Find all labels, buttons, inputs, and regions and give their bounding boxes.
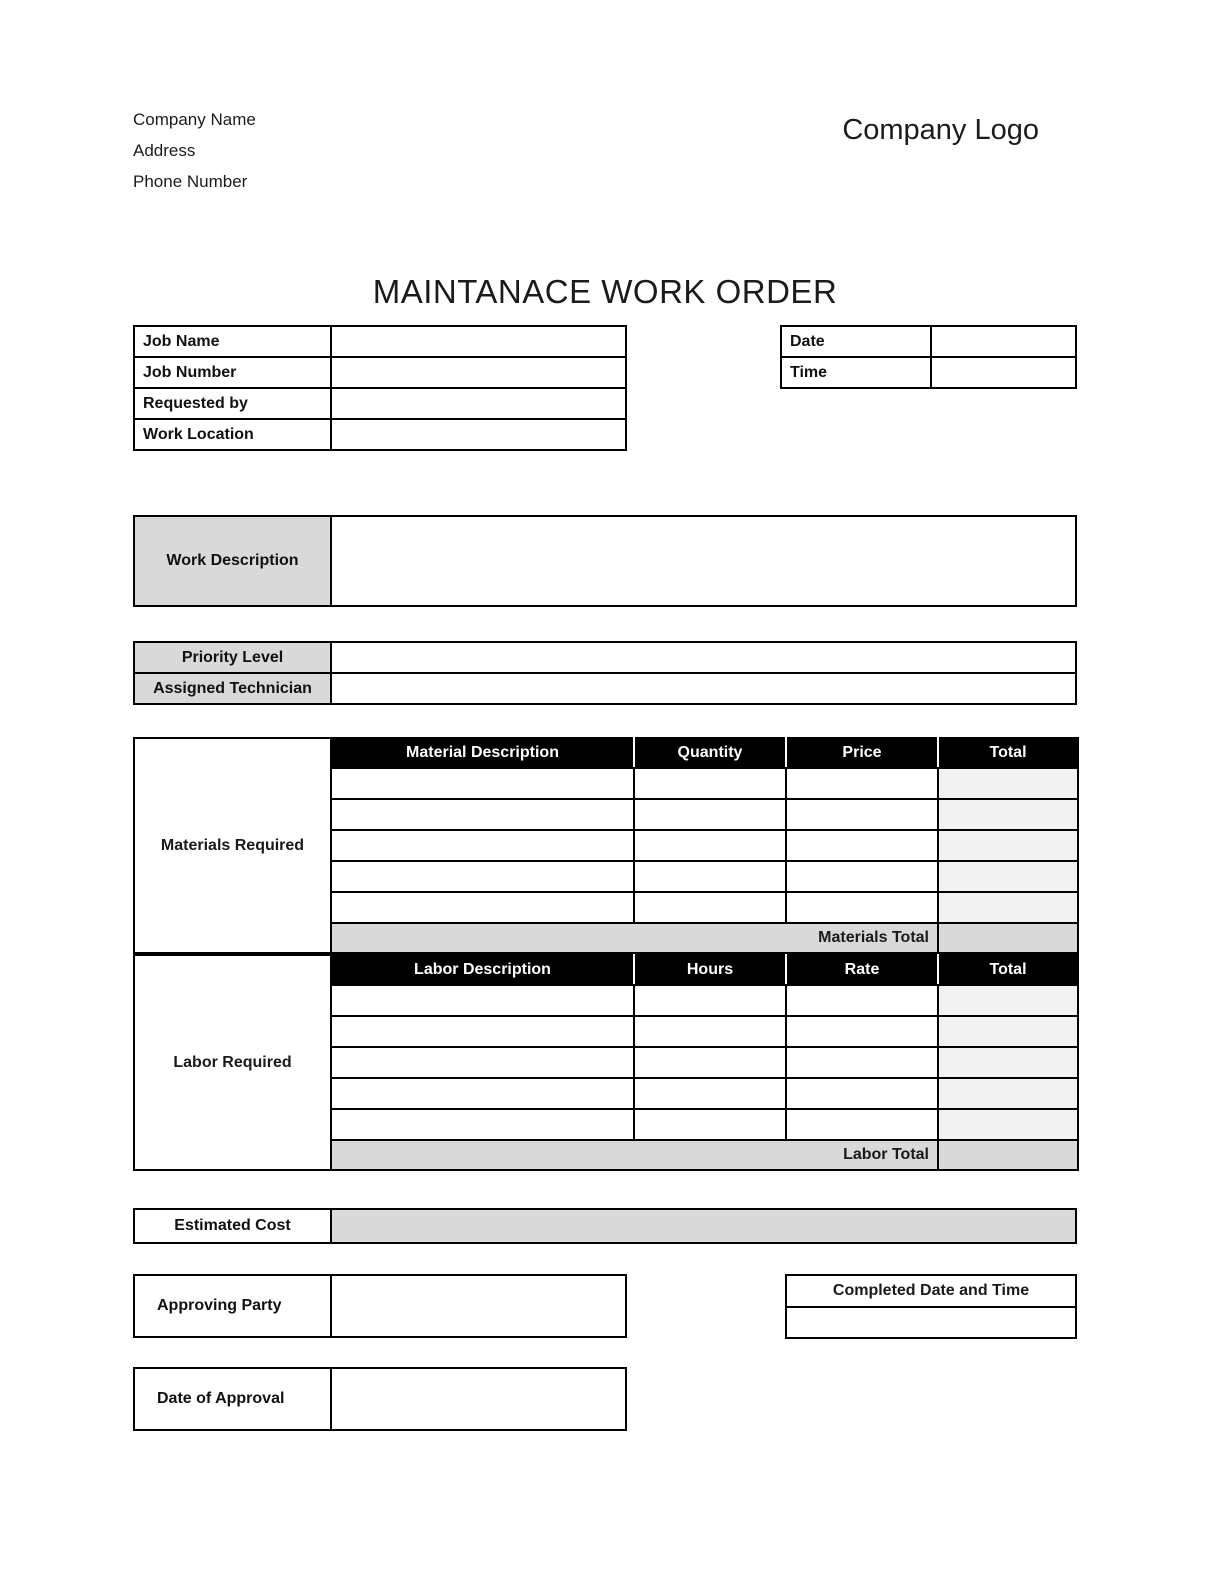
input-cell[interactable] xyxy=(331,985,634,1016)
date-of-approval-label: Date of Approval xyxy=(134,1368,331,1430)
input-cell[interactable] xyxy=(938,985,1078,1016)
priority-level-label: Priority Level xyxy=(134,642,331,673)
input-cell[interactable] xyxy=(331,1047,634,1078)
input-cell[interactable] xyxy=(331,799,634,830)
input-cell[interactable] xyxy=(938,861,1078,892)
completed-datetime-label: Completed Date and Time xyxy=(786,1275,1076,1307)
assigned-technician-label: Assigned Technician xyxy=(134,673,331,704)
labor-description-header: Labor Description xyxy=(331,955,634,985)
work-description-table xyxy=(133,515,1077,607)
work-location-input[interactable] xyxy=(331,419,626,450)
work-location-label: Work Location xyxy=(134,419,331,450)
input-cell[interactable] xyxy=(634,1047,786,1078)
materials-section-label: Materials Required xyxy=(134,738,331,953)
input-cell[interactable] xyxy=(331,830,634,861)
company-block xyxy=(133,104,256,197)
price-header: Price xyxy=(786,738,938,768)
input-cell[interactable] xyxy=(938,1078,1078,1109)
time-input[interactable] xyxy=(931,357,1076,388)
table-row xyxy=(134,1209,1076,1243)
table-row xyxy=(134,357,626,388)
input-cell[interactable] xyxy=(634,1109,786,1140)
materials-total-label: Materials Total xyxy=(331,923,938,953)
time-label: Time xyxy=(781,357,931,388)
company-address: Address xyxy=(133,141,196,160)
input-cell[interactable] xyxy=(786,861,938,892)
job-name-label: Job Name xyxy=(134,326,331,357)
input-cell[interactable] xyxy=(634,768,786,799)
materials-total-value[interactable] xyxy=(938,923,1078,953)
table-row xyxy=(134,1275,626,1337)
quantity-header: Quantity xyxy=(634,738,786,768)
input-cell[interactable] xyxy=(938,768,1078,799)
date-of-approval-input[interactable] xyxy=(331,1368,626,1430)
assignment-table xyxy=(133,641,1077,705)
input-cell[interactable] xyxy=(938,830,1078,861)
table-row xyxy=(134,1368,626,1430)
input-cell[interactable] xyxy=(786,830,938,861)
input-cell[interactable] xyxy=(938,892,1078,923)
estimated-cost-input[interactable] xyxy=(331,1209,1076,1243)
table-row xyxy=(786,1307,1076,1338)
work-description-label: Work Description xyxy=(134,516,331,606)
completed-datetime-table xyxy=(785,1274,1077,1339)
table-row xyxy=(134,673,1076,704)
input-cell[interactable] xyxy=(634,1078,786,1109)
estimated-cost-label: Estimated Cost xyxy=(134,1209,331,1243)
table-row xyxy=(134,388,626,419)
priority-level-input[interactable] xyxy=(331,642,1076,673)
page-title: MAINTANACE WORK ORDER xyxy=(372,273,838,310)
rate-header: Rate xyxy=(786,955,938,985)
total-header: Total xyxy=(938,955,1078,985)
company-logo: Company Logo xyxy=(842,114,1039,146)
input-cell[interactable] xyxy=(634,1016,786,1047)
input-cell[interactable] xyxy=(634,985,786,1016)
estimated-cost-table xyxy=(133,1208,1077,1244)
table-row xyxy=(134,516,1076,606)
table-row xyxy=(134,326,626,357)
input-cell[interactable] xyxy=(786,1109,938,1140)
input-cell[interactable] xyxy=(938,799,1078,830)
company-name: Company Name xyxy=(133,110,256,129)
input-cell[interactable] xyxy=(634,799,786,830)
job-number-label: Job Number xyxy=(134,357,331,388)
input-cell[interactable] xyxy=(786,1047,938,1078)
labor-total-value[interactable] xyxy=(938,1140,1078,1170)
input-cell[interactable] xyxy=(634,830,786,861)
requested-by-label: Requested by xyxy=(134,388,331,419)
input-cell[interactable] xyxy=(938,1109,1078,1140)
date-label: Date xyxy=(781,326,931,357)
input-cell[interactable] xyxy=(331,1078,634,1109)
labor-table xyxy=(133,954,1079,1171)
materials-header-row xyxy=(134,738,1078,768)
job-number-input[interactable] xyxy=(331,357,626,388)
table-row xyxy=(134,642,1076,673)
table-row xyxy=(134,419,626,450)
assigned-technician-input[interactable] xyxy=(331,673,1076,704)
labor-header-row xyxy=(134,955,1078,985)
completed-datetime-input[interactable] xyxy=(786,1307,1076,1338)
material-description-header: Material Description xyxy=(331,738,634,768)
datetime-table xyxy=(780,325,1077,389)
approving-party-input[interactable] xyxy=(331,1275,626,1337)
input-cell[interactable] xyxy=(938,1016,1078,1047)
company-phone: Phone Number xyxy=(133,172,248,191)
input-cell[interactable] xyxy=(331,1016,634,1047)
letterhead xyxy=(133,104,1077,197)
work-description-input[interactable] xyxy=(331,516,1076,606)
input-cell[interactable] xyxy=(786,892,938,923)
input-cell[interactable] xyxy=(786,985,938,1016)
materials-table xyxy=(133,737,1079,954)
total-header: Total xyxy=(938,738,1078,768)
approving-party-table xyxy=(133,1274,627,1338)
input-cell[interactable] xyxy=(331,892,634,923)
input-cell[interactable] xyxy=(331,1109,634,1140)
labor-section-label: Labor Required xyxy=(134,955,331,1170)
input-cell[interactable] xyxy=(786,1078,938,1109)
job-info-section xyxy=(133,325,1077,451)
input-cell[interactable] xyxy=(634,892,786,923)
hours-header: Hours xyxy=(634,955,786,985)
input-cell[interactable] xyxy=(938,1047,1078,1078)
input-cell[interactable] xyxy=(786,768,938,799)
input-cell[interactable] xyxy=(331,768,634,799)
requested-by-input[interactable] xyxy=(331,388,626,419)
table-row xyxy=(781,326,1076,357)
table-row xyxy=(781,357,1076,388)
input-cell[interactable] xyxy=(786,799,938,830)
table-row xyxy=(786,1275,1076,1307)
document-content xyxy=(133,0,1077,1431)
approving-party-label: Approving Party xyxy=(134,1275,331,1337)
input-cell[interactable] xyxy=(786,1016,938,1047)
job-name-input[interactable] xyxy=(331,326,626,357)
input-cell[interactable] xyxy=(331,861,634,892)
labor-total-label: Labor Total xyxy=(331,1140,938,1170)
approval-section xyxy=(133,1274,1077,1339)
date-of-approval-table xyxy=(133,1367,627,1431)
date-input[interactable] xyxy=(931,326,1076,357)
job-info-table xyxy=(133,325,627,451)
input-cell[interactable] xyxy=(634,861,786,892)
